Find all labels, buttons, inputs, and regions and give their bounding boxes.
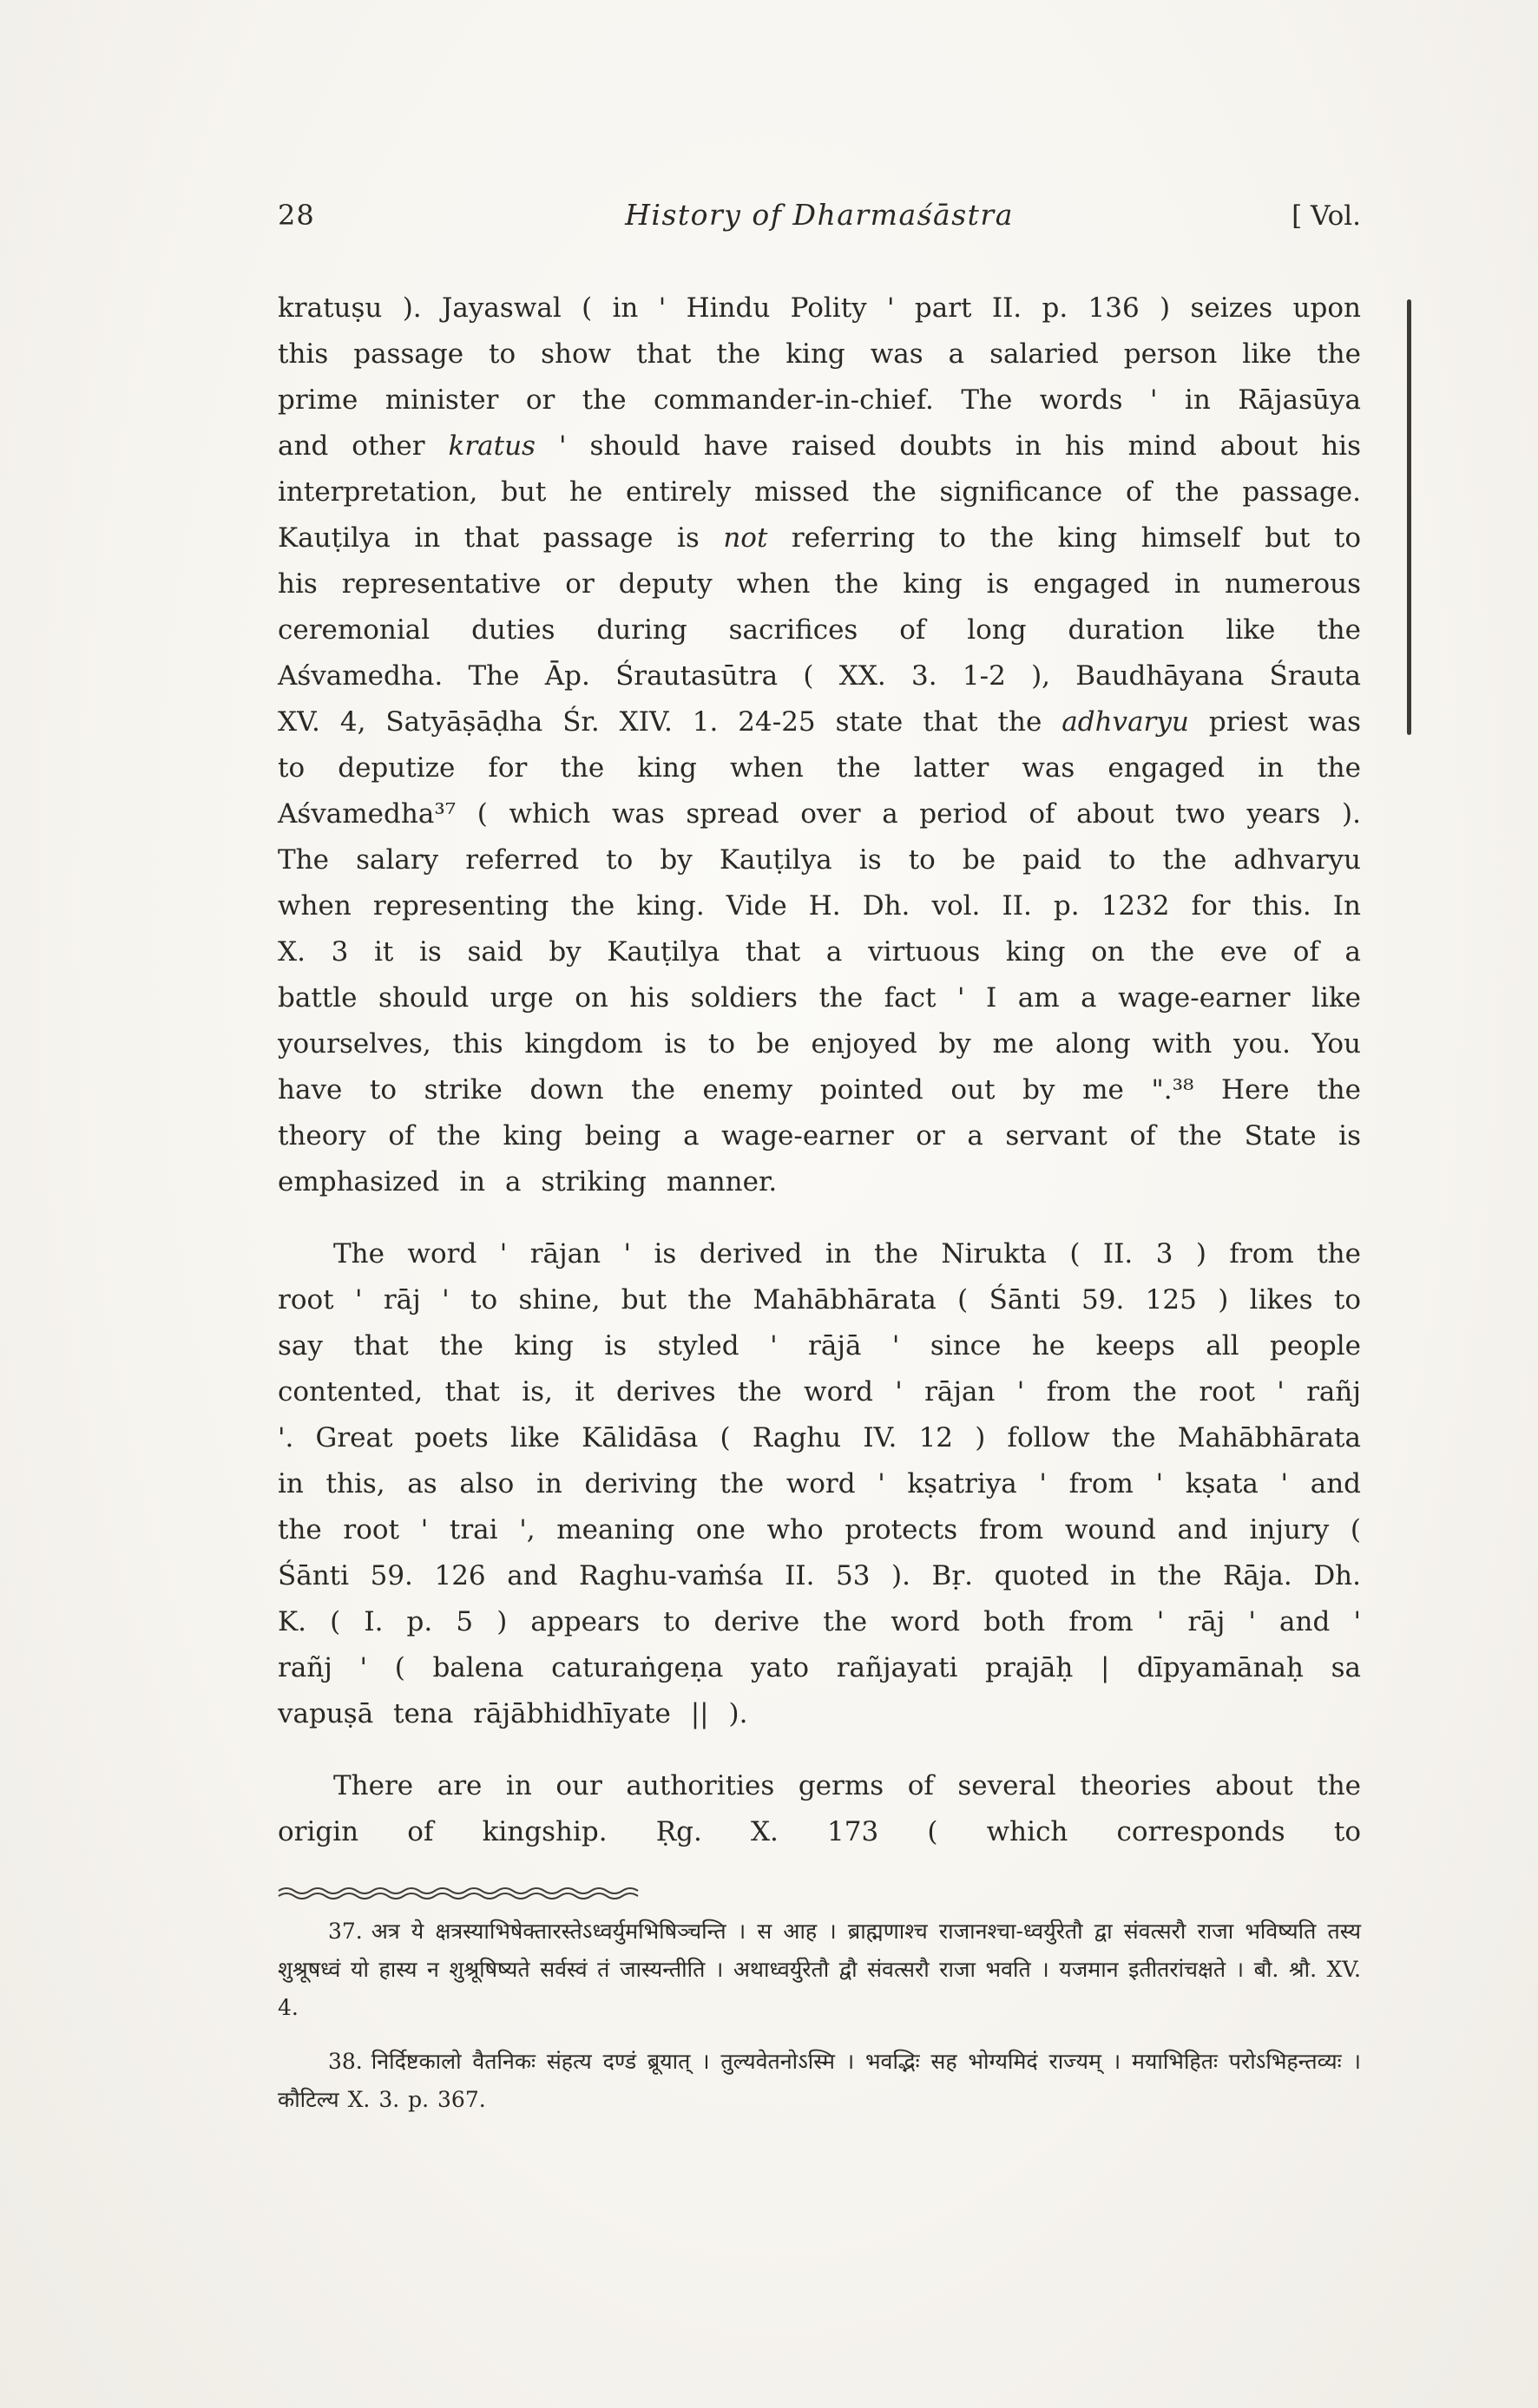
- text-run: priest was to deputize for the king when the latter was engaged in the Aśvamedha³⁷ ( which was spread over a period of about two years ). The salary referred to by Kauṭilya is to be paid to the adhvaryu when representing the king. Vide H. Dh. vol. II. p. 1232 for this. In X. 3 it is said by Kauṭilya that a virtuous king on the eve of a battle should urge on his soldiers the fact ' I am a wage-earner like yourselves, this kingdom is to be enjoyed by me along with you. You have to strike down the enemy pointed out by me ".³⁸ Here the theory of the king being a wage-earner or a servant of the State is emphasized in a striking manner.: [278, 706, 1361, 1197]
- text-run-italic: not: [723, 522, 768, 554]
- page-number: 28: [278, 199, 315, 232]
- volume-label: [ Vol.: [1292, 200, 1361, 232]
- scan-edge-artifact: [1407, 299, 1411, 735]
- wavy-rule-icon: [278, 1886, 653, 1900]
- footnote-text: निर्दिष्टकालो वैतनिकः संहत्य दण्डं ब्रूयात् । तुल्यवेतनोऽस्मि । भवद्भिः सह भोग्यमिदं राज्यम् । मयाभिहितः परोऽभिहन्तव्यः । कौटिल्य X. 3. p. 367.: [278, 2049, 1361, 2112]
- footnote-37: [278, 1913, 1361, 2027]
- text-run: ' should have raised doubts in his mind about his interpretation, but he entirely missed the significance of the passage. Kauṭilya in that passage is: [278, 430, 1361, 554]
- page-content: [278, 198, 1361, 2119]
- footnote-text: अत्र ये क्षत्रस्याभिषेक्तारस्तेऽध्वर्युमभिषिञ्चन्ति । स आह । ब्राह्मणाश्च राजानश्चा-ध्वर्युरेतौ द्वा संवत्सरौ राजा भविष्यति तस्य शुश्रूषध्वं यो हास्य न शुश्रूषिष्यते सर्वस्वं तं जास्यन्तीति । अथाध्वर्युरेतौ द्वौ संवत्सरौ राजा भवति । यजमान इतीतरांचक्षते । बौ. श्रौ. XV. 4.: [278, 1919, 1361, 2020]
- text-run: kratuṣu ). Jayaswal ( in ' Hindu Polity ' part II. p. 136 ) seizes upon this passage to show that the king was a salaried person like the prime minister or the commander-in-chief. The words ' in Rājasūya and other: [278, 292, 1361, 462]
- footnote-number: 37.: [328, 1919, 363, 1944]
- running-title: History of Dharmaśāstra: [625, 198, 1014, 232]
- paragraph-1: [278, 285, 1361, 1205]
- text-run: The word ' rājan ' is derived in the Nirukta ( II. 3 ) from the root ' rāj ' to shine, but the Mahābhārata ( Śānti 59. 125 ) likes to say that the king is styled ' rājā ' since he keeps all people contented, that is, it derives the word ' rājan ' from the root ' rañj '. Great poets like Kālidāsa ( Raghu IV. 12 ) follow the Mahābhārata in this, as also in deriving the word ' kṣatriya ' from ' kṣata ' and the root ' trai ', meaning one who protects from wound and injury ( Śānti 59. 126 and Raghu-vaṁśa II. 53 ). Bṛ. quoted in the Rāja. Dh. K. ( I. p. 5 ) appears to derive the word both from ' rāj ' and ' rañj ' ( balena caturaṅgeṇa yato rañjayati prajāḥ | dīpyamānaḥ sa vapuṣā tena rājābhidhīyate || ).: [278, 1238, 1361, 1729]
- page-body: [278, 285, 1361, 1855]
- paragraph-2: [278, 1231, 1361, 1737]
- text-run-italic: adhvaryu: [1061, 706, 1189, 738]
- footnote-38: [278, 2043, 1361, 2119]
- text-run: referring to the king himself but to his representative or deputy when the king is engaged in numerous ceremonial duties during sacrifices of long duration like the Aśvamedha. The Āp. Śrautasūtra ( XX. 3. 1-2 ), Baudhāyana Śrauta XV. 4, Satyāṣāḍha Śr. XIV. 1. 24-25 state that the: [278, 522, 1362, 738]
- footnotes-section: [278, 1913, 1361, 2119]
- page-header: [278, 198, 1361, 232]
- paragraph-3: [278, 1763, 1361, 1855]
- footnote-number: 38.: [328, 2049, 363, 2074]
- text-run-italic: kratus: [448, 430, 536, 462]
- footnote-separator: [278, 1886, 1361, 1902]
- text-run: There are in our authorities germs of several theories about the origin of kingship. Ṛg. X. 173 ( which corresponds to: [278, 1770, 1361, 1847]
